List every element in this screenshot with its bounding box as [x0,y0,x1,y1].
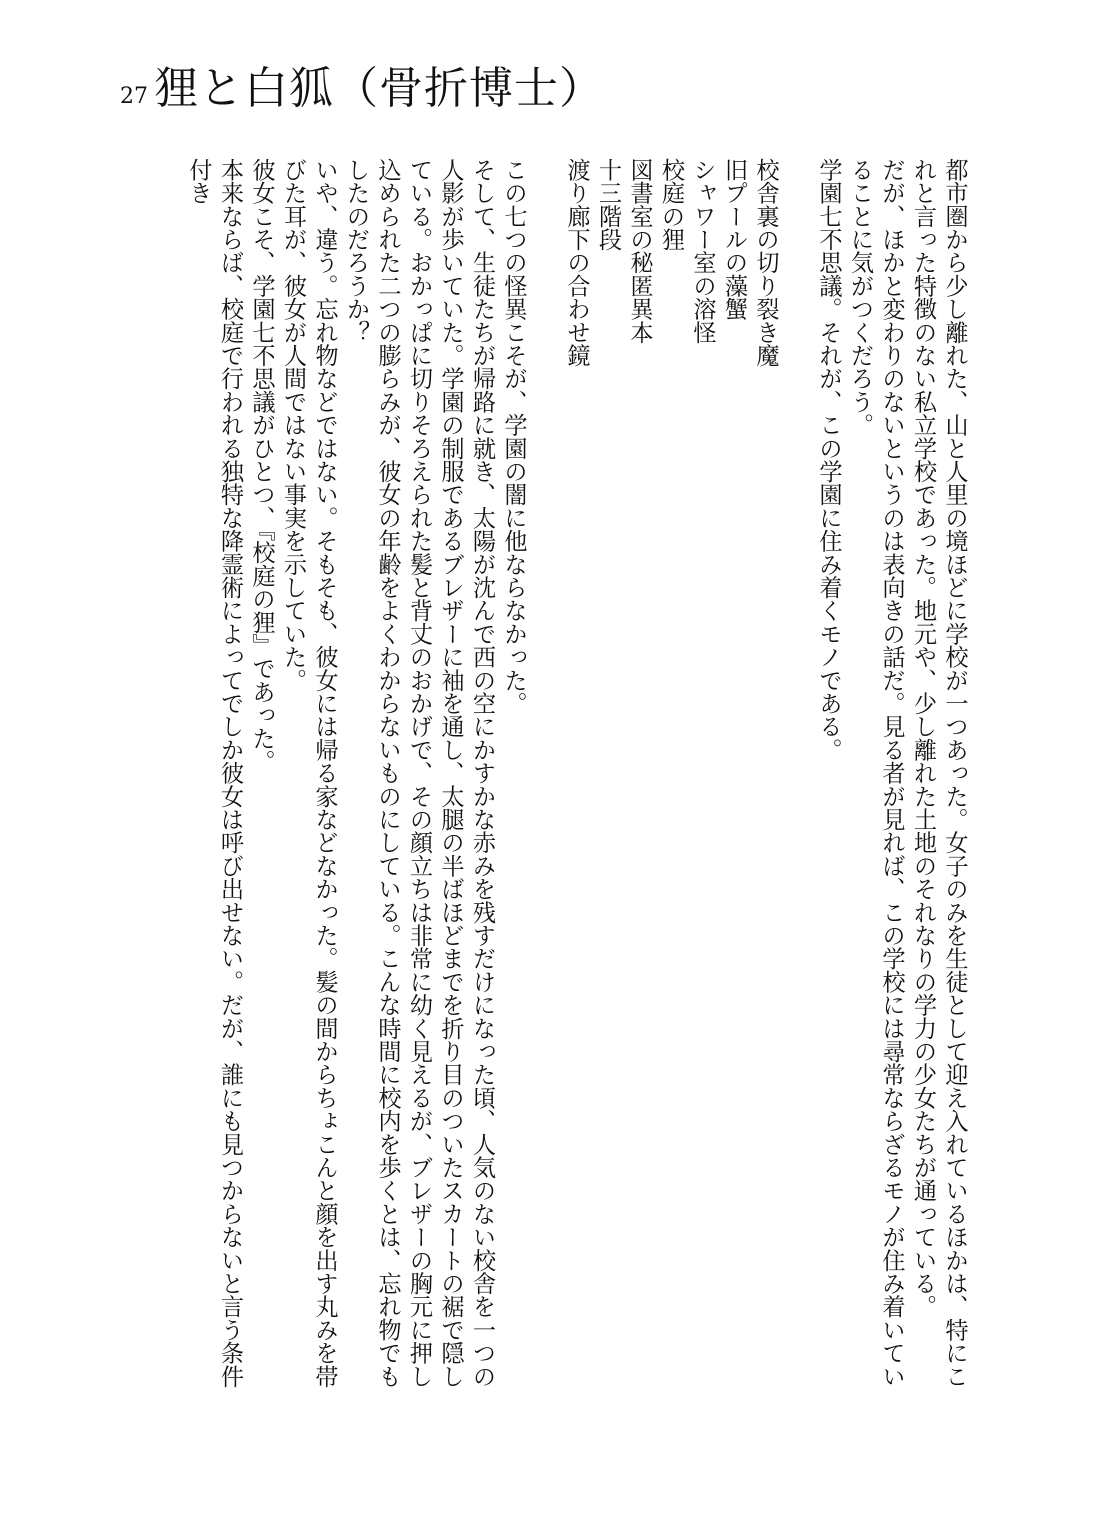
paragraph: この七つの怪異こそが、学園の闇に他ならなかった。 [500,158,527,715]
blank-line [529,158,561,1408]
paragraph: 本来ならば、校庭で行われる独特な降霊術によってでしか彼女は呼び出せない。だが、誰にも見つからないと言う条件付き [185,158,244,1388]
chapter-number: 27 [120,84,148,109]
list-item: 校庭の狸 [657,158,685,251]
list-item: シャワー室の溶怪 [689,158,716,344]
list-item: 十三階段 [594,158,622,251]
chapter-title: 狸と白狐（骨折博士） [154,63,604,114]
paragraph: いや、違う。忘れ物などではない。そもそも、彼女には帰る家などなかった。髪の間からちょこんと顔を出す丸みを帯びた耳が、彼女が人間ではない事実を示していた。 [279,158,338,1388]
body-text [130,158,970,1408]
paragraph: 彼女こそ、学園七不思議がひとつ、『校庭の狸』であった。 [248,158,275,773]
blank-line [781,158,813,1408]
list-item: 校舎裏の切り裂き魔 [752,158,779,367]
list-item: 渡り廊下の合わせ鏡 [563,158,590,367]
list-item: 図書室の秘匿異本 [626,158,653,344]
list-item: 旧プールの藻蟹 [720,158,748,321]
paragraph: そして、生徒たちが帰路に就き、太陽が沈んで西の空にかすかな赤みを残すだけになった頃、人気のない校舎を一つの人影が歩いていた。学園の制服であるブレザーに袖を通し、太腿の半ばほどまでを折り目のついたスカートの裾で隠している。おかっぱに切りそろえられた髪と背丈のおかげで、その顔立ちは非常に幼く見えるが、ブレザーの胸元に押し込められた二つの膨らみが、彼女の年齢をよくわからないものにしている。こんな時間に校内を歩くとは、忘れ物でもしたのだろうか？ [342,158,496,1388]
paragraph: だが、ほかと変わりのないというのは表向きの話だ。見る者が見れば、この学校には尋常ならざるモノが住み着いていることに気がつくだろう。 [846,158,905,1388]
paragraph: 都市圏から少し離れた、山と人里の境ほどに学校が一つあった。女子のみを生徒として迎え入れているほかは、特にこれと言った特徴のない私立学校であった。地元や、少し離れた土地のそれなりの学力の少女たちが通っている。 [909,158,968,1388]
paragraph: 学園七不思議。それが、この学園に住み着くモノである。 [815,158,842,762]
chapter-heading [120,52,604,112]
